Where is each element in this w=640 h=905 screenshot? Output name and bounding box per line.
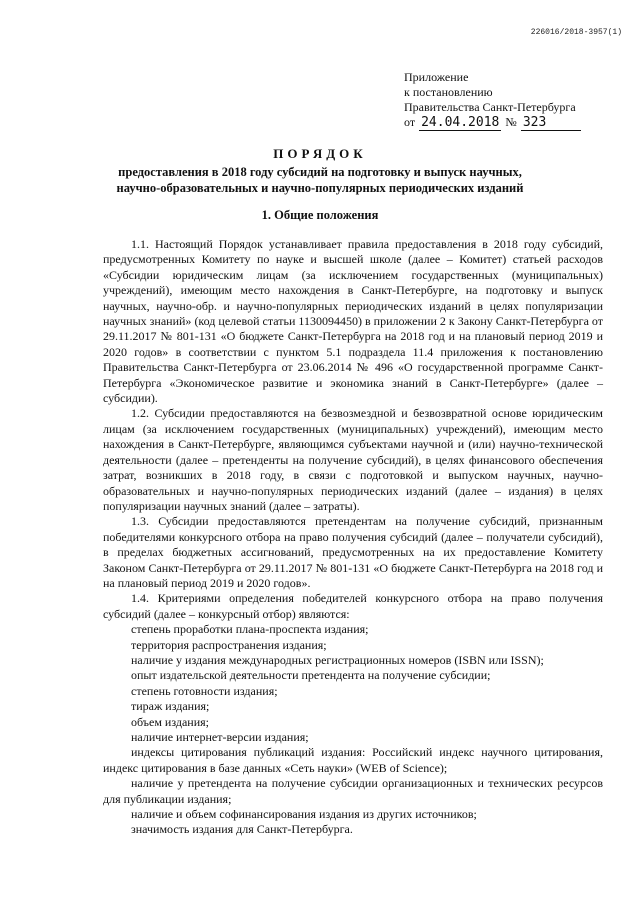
document-subtitle: предоставления в 2018 году субсидий на подготовку и выпуск научных, научно-образовательных и научно-популярных периодических изданий: [116, 165, 524, 195]
date-prefix: от: [404, 115, 416, 129]
criteria-item: объем издания;: [131, 714, 210, 729]
appendix-date-line: [404, 115, 581, 131]
appendix-block: [404, 70, 581, 131]
document-body: [103, 237, 603, 838]
paragraph-1-2: 1.2. Субсидии предоставляются на безвозмездной и безвозвратной основе юридическим лицам (за исключением государственных (муниципальных) учреждений), имеющим место нахождения в Санкт-Петербурге, являющимся субъектами научной и (или) научно-технической деятельности (далее – претенденты на получение субсидий), в целях финансового обеспечения затрат, возникших в 2018 году, в связи с подготовкой и выпуском научных, научно-образовательных и научно-популярных периодических изданий (далее – издания) в целях популяризации научных знаний (далее – затраты).: [103, 406, 603, 513]
appendix-line-3: Правительства Санкт-Петербурга: [404, 100, 576, 114]
number-prefix: №: [505, 115, 517, 129]
criteria-item: территория распространения издания;: [131, 637, 327, 652]
criteria-item: наличие у претендента на получение субсидии организационных и технических ресурсов для публикации издания;: [103, 776, 603, 806]
criteria-item: наличие интернет-версии издания;: [131, 730, 309, 744]
document-title: ПОРЯДОК: [273, 146, 367, 161]
criteria-item: значимость издания для Санкт-Петербурга.: [131, 822, 353, 837]
criteria-item: степень готовности издания;: [131, 683, 278, 698]
resolution-number: 323: [521, 115, 581, 131]
appendix-line-1: Приложение: [404, 70, 469, 84]
appendix-line-2: к постановлению: [404, 85, 493, 99]
document-id: 226016/2018-3957(1): [530, 28, 622, 37]
criteria-item: степень проработки плана-проспекта издания;: [131, 622, 369, 637]
criteria-item: наличие и объем софинансирования издания из других источников;: [131, 807, 477, 822]
paragraph-1-1: 1.1. Настоящий Порядок устанавливает правила предоставления в 2018 году субсидий, предусмотренных Комитету по науке и высшей школе (далее – Комитет) статьей расходов «Субсидии юридическим лицам (за исключением государственных (муниципальных) учреждений), имеющим место нахождения в Санкт-Петербурге, на подготовку и выпуск научных, научно-обр. и научно-популярных периодических изданий в целях популяризации научных знаний» (код целевой статьи 1130094450) в приложении 2 к Закону Санкт-Петербурга от 29.11.2017 № 801-131 «О бюджете Санкт-Петербурга на 2018 год и на плановый период 2019 и 2020 годов» в соответствии с пунктом 5.1 подраздела 11.4 приложения к постановлению Правительства Санкт-Петербурга от 23.06.2014 № 496 «О государственной программе Санкт-Петербурга «Экономическое развитие и экономика знаний в Санкт-Петербурге» (далее – субсидии).: [103, 237, 603, 406]
resolution-date: 24.04.2018: [421, 115, 500, 130]
criteria-item: наличие у издания международных регистрационных номеров (ISBN или ISSN);: [131, 652, 544, 667]
paragraph-1-4: 1.4. Критериями определения победителей конкурсного отбора на право получения субсидий (далее – конкурсный отбор) являются:: [103, 591, 603, 621]
section-heading: 1. Общие положения: [261, 208, 379, 222]
criteria-item: тираж издания;: [131, 699, 210, 714]
criteria-item: опыт издательской деятельности претендента на получение субсидии;: [131, 668, 491, 683]
criteria-item: индексы цитирования публикаций издания: Российский индекс научного цитирования, индекс цитирования в базе данных «Сеть науки» (WEB of Science);: [103, 745, 603, 775]
paragraph-1-3: 1.3. Субсидии предоставляются претендентам на получение субсидий, признанным победителями конкурсного отбора на право получения субсидий (далее – получатели субсидий), в пределах бюджетных ассигнований, предусмотренных на их предоставление Комитету Законом Санкт-Петербурга от 29.11.2017 № 801-131 «О бюджете Санкт-Петербурга на 2018 год и на плановый период 2019 и 2020 годов».: [103, 514, 603, 590]
